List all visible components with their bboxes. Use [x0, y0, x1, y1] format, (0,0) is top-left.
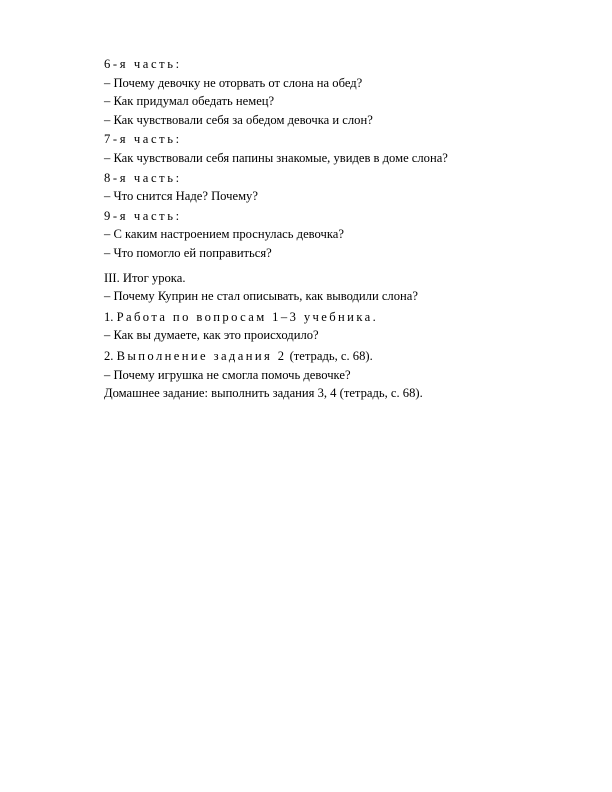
part-7-question-1: – Как чувствовали себя папины знакомые, увидев в доме слона?: [104, 150, 448, 165]
part-7-heading: 7-я часть:: [104, 132, 182, 147]
step-2-question: – Почему игрушка не смогла помочь девочке?: [104, 367, 351, 382]
step-1-title: Работа по вопросам 1–3 учебника.: [116, 309, 379, 324]
part-8-question-1: – Что снится Наде? Почему?: [104, 189, 258, 204]
part-6-heading: 6-я часть:: [104, 57, 182, 71]
part-8-heading: 8-я часть:: [104, 170, 182, 185]
homework-text: Домашнее задание: выполнить задания 3, 4 (тетрадь, с. 68).: [104, 386, 423, 401]
step-2: [104, 347, 524, 366]
step-2-number: 2.: [104, 348, 114, 363]
part-9-heading: 9-я часть:: [104, 208, 182, 223]
part-6-question-1: – Почему девочку не оторвать от слона на обед?: [104, 75, 363, 90]
step-2-extra: (тетрадь, с. 68).: [289, 348, 373, 363]
part-6-question-3: – Как чувствовали себя за обедом девочка и слон?: [104, 112, 373, 127]
summary-question: – Почему Куприн не стал описывать, как выводили слона?: [104, 289, 418, 304]
step-1-number: 1.: [104, 309, 114, 324]
part-9-question-2: – Что помогло ей поправиться?: [104, 245, 272, 260]
step-1: [104, 308, 524, 327]
step-2-title: Выполнение задания 2: [116, 348, 287, 363]
part-9-question-1: – С каким настроением проснулась девочка?: [104, 227, 344, 242]
step-1-question: – Как вы думаете, как это происходило?: [104, 328, 319, 343]
summary-heading: III. Итог урока.: [104, 270, 186, 285]
part-6-question-2: – Как придумал обедать немец?: [104, 94, 275, 109]
document-page: [104, 54, 524, 403]
